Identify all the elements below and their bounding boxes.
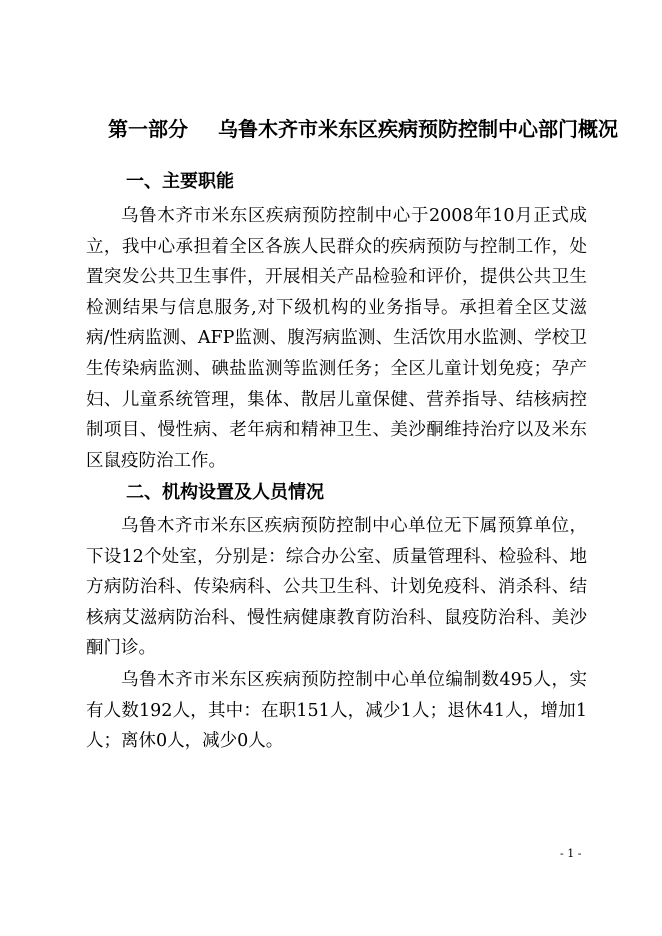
section-heading-main-functions: 一、主要职能 bbox=[126, 171, 234, 192]
page-number: - 1 - bbox=[560, 847, 582, 860]
paragraph-main-functions: 乌鲁木齐市米东区疾病预防控制中心于2008年10月正式成立，我中心承担着全区各族人民群众的疾病预防与控制工作，处置突发公共卫生事件，开展相关产品检验和评价，提供公共卫生检测结果与信息服务,对下级机构的业务指导。承担着全区艾滋病/性病监测、AFP监测、腹泻病监测、生活饮用水监测、学校卫生传染病监测、碘盐监测等监测任务；全区儿童计划免疫；孕产妇、儿童系统管理，集体、散居儿童保健、营养指导、结核病控制项目、慢性病、老年病和精神卫生、美沙酮维持治疗以及米东区鼠疫防治工作。 bbox=[86, 206, 587, 471]
title-organization-name: 乌鲁木齐市米东区疾病预防控制中心部门概况 bbox=[218, 117, 618, 141]
paragraph-organization-structure: 乌鲁木齐市米东区疾病预防控制中心单位无下属预算单位，下设12个处室，分别是：综合办公室、质量管理科、检验科、地方病防治科、传染病科、公共卫生科、计划免疫科、消杀科、结核病艾滋病防治科、慢性病健康教育防治科、鼠疫防治科、美沙酮门诊。 bbox=[86, 516, 587, 659]
page-title bbox=[108, 115, 628, 143]
paragraph-staff-numbers: 乌鲁木齐市米东区疾病预防控制中心单位编制数495人，实有人数192人，其中：在职151人，减少1人；退休41人，增加1人；离休0人，减少0人。 bbox=[86, 670, 587, 752]
section-heading-organization-staff: 二、机构设置及人员情况 bbox=[126, 482, 324, 503]
title-part-label: 第一部分 bbox=[108, 117, 188, 141]
